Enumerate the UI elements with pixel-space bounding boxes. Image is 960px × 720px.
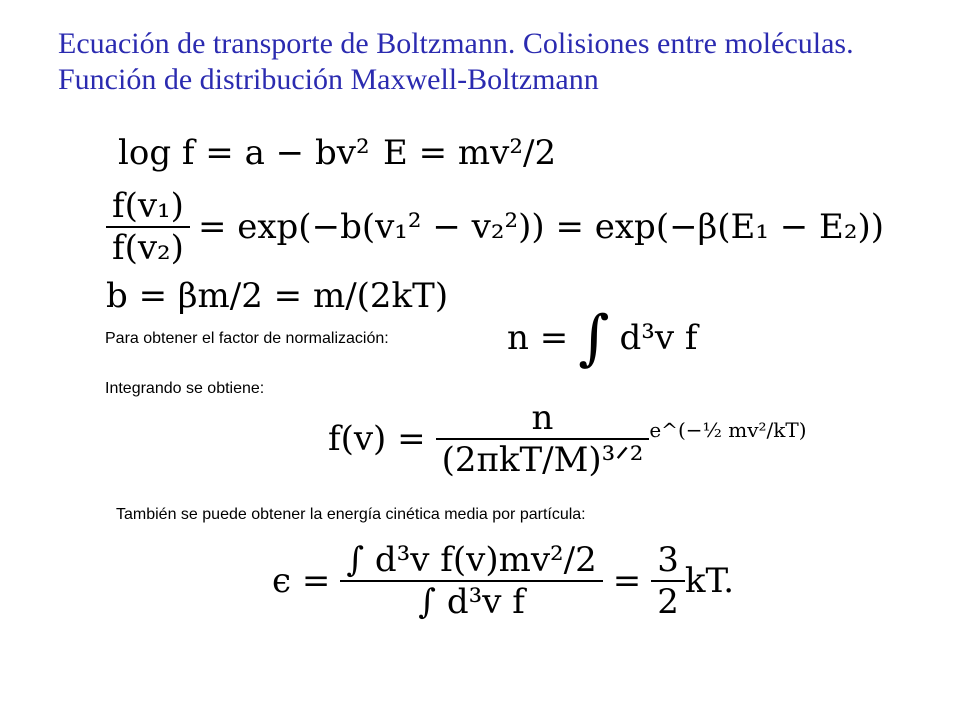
slide-title-line2: Función de distribución Maxwell-Boltzmann [58, 63, 599, 96]
slide-title-line1: Ecuación de transporte de Boltzmann. Colisiones entre moléculas. [58, 27, 854, 60]
three-halves-numerator: 3 [657, 540, 679, 580]
equation-mean-energy [272, 540, 734, 622]
equation-maxwell-boltzmann [328, 398, 807, 480]
note-mean-energy: También se puede obtener la energía cinética media por partícula: [116, 506, 586, 523]
maxwell-lhs: f(v) = [328, 419, 426, 459]
equation-log-f: log f = a − bv² [118, 133, 370, 173]
ratio-numerator: f(v₁) [112, 186, 184, 226]
equation-b-definition: b = βm/2 = m/(2kT) [106, 276, 449, 316]
maxwell-denominator: (2πkT/M)³ᐟ² [441, 440, 644, 480]
equation-distribution-ratio [106, 186, 884, 268]
ratio-denominator: f(v₂) [112, 228, 184, 268]
maxwell-numerator: n [531, 398, 554, 438]
integral-icon: ∫ [578, 303, 610, 373]
normalization-rhs: d³v f [619, 318, 698, 358]
mean-energy-equals: = [612, 561, 642, 601]
mean-energy-fraction [340, 540, 602, 622]
equation-kinetic-energy: E = mv²/2 [383, 133, 557, 173]
mean-energy-numerator: ∫ d³v f(v)mv²/2 [346, 540, 597, 580]
three-halves-denominator: 2 [657, 582, 679, 622]
mean-energy-rhs: kT. [684, 561, 734, 601]
ratio-fraction [106, 186, 190, 268]
note-normalization: Para obtener el factor de normalización: [105, 330, 389, 347]
maxwell-fraction [436, 398, 650, 480]
maxwell-exponential: e^(−½ mv²/kT) [649, 418, 807, 442]
equation-normalization [507, 303, 698, 373]
mean-energy-lhs: ϵ = [272, 561, 331, 601]
normalization-lhs: n = [507, 318, 569, 358]
mean-energy-denominator: ∫ d³v f [418, 582, 525, 622]
three-halves-fraction [651, 540, 685, 622]
note-integrating: Integrando se obtiene: [105, 380, 265, 397]
ratio-rhs: = exp(−b(v₁² − v₂²)) = exp(−β(E₁ − E₂)) [197, 207, 885, 247]
